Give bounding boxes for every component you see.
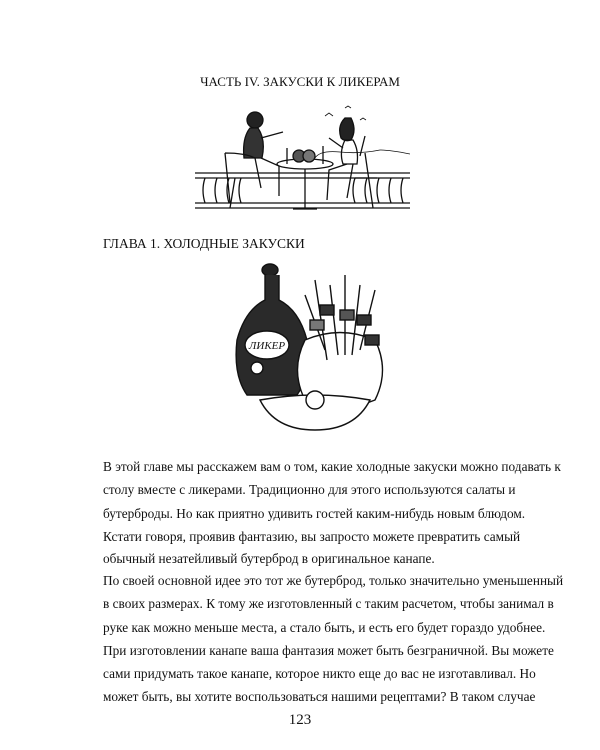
- part-title: ЧАСТЬ IV. ЗАКУСКИ К ЛИКЕРАМ: [200, 74, 400, 89]
- man: [225, 112, 283, 208]
- bread-bag-with-canapes: [298, 275, 383, 408]
- text-line: в своих размерах. К тому же изготовленный с таким расчетом, чтобы занимал в: [103, 596, 554, 611]
- bottle-label: ЛИКЕР: [248, 340, 286, 352]
- cafe-couple-illustration: [195, 98, 410, 228]
- text-line: В этой главе мы расскажем вам о том, какие холодные закуски можно подавать к: [103, 459, 561, 474]
- liqueur-canape-illustration: [225, 260, 390, 440]
- text-line: По своей основной идее это тот же бутерброд, только значительно уменьшенный: [103, 573, 564, 588]
- text-line: может быть, вы хотите воспользоваться нашими рецептами? В таком случае: [103, 689, 536, 704]
- text-line: столу вместе с ликерами. Традиционно для этого используются салаты и: [103, 482, 516, 497]
- text-line: руке как можно меньше места, а стало быть, и есть его будет гораздо удобнее.: [103, 620, 546, 635]
- text-line: При изготовлении канапе ваша фантазия может быть безграничной. Вы можете: [103, 643, 554, 658]
- woman: [327, 118, 377, 208]
- text-line: обычный незатейливый бутерброд в оригинальное канапе.: [103, 551, 435, 566]
- bowl: [260, 391, 370, 430]
- chapter-title: ГЛАВА 1. ХОЛОДНЫЕ ЗАКУСКИ: [103, 236, 305, 251]
- page-number: 123: [288, 712, 312, 728]
- text-line: Кстати говоря, проявив фантазию, вы запросто можете превратить самый: [103, 529, 521, 544]
- text-line: бутерброды. Но как приятно удивить гостей каким-нибудь новым блюдом.: [103, 506, 526, 521]
- text-line: сами придумать такое канапе, которое никто еще до вас не изготавливал. Но: [103, 666, 536, 681]
